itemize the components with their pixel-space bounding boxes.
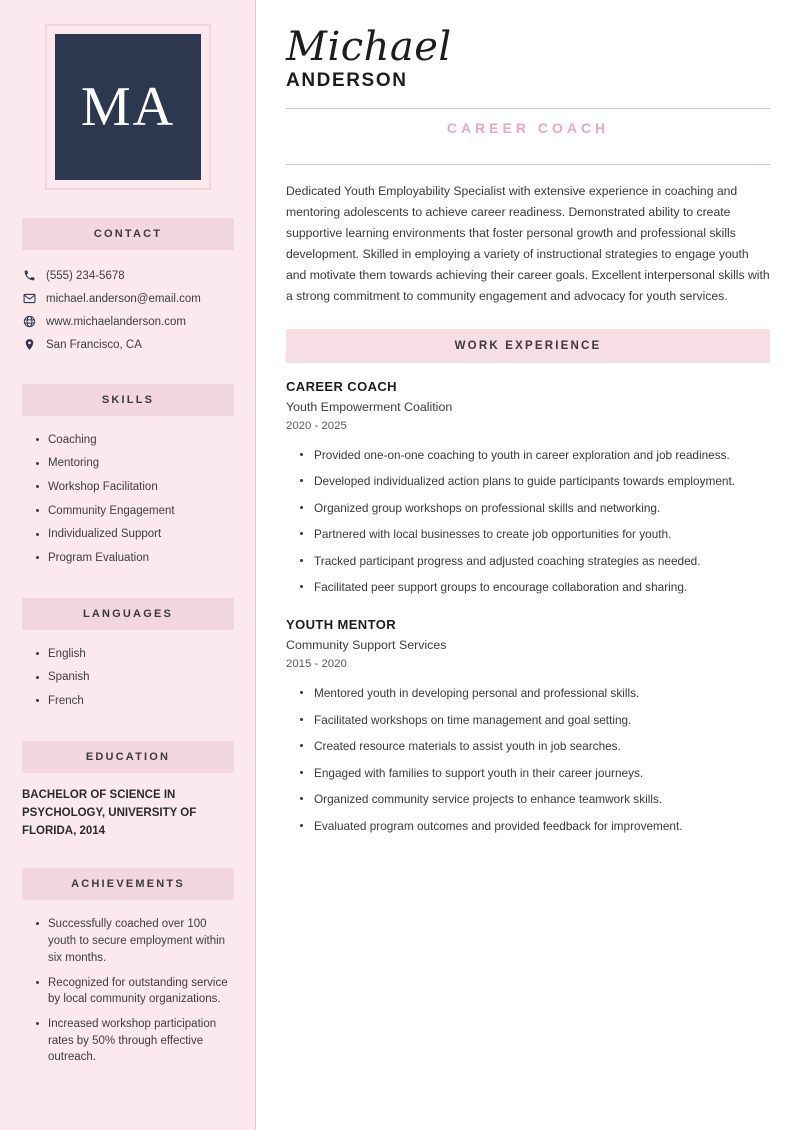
achievements-list <box>36 912 234 1069</box>
contact-phone[interactable] <box>22 264 234 287</box>
divider-bottom <box>286 164 770 165</box>
last-name: ANDERSON <box>286 70 408 91</box>
list-item: Organized group workshops on professional skills and networking. <box>300 495 770 522</box>
job-dates: 2015 - 2020 <box>286 658 347 670</box>
education-heading: EDUCATION <box>22 741 234 773</box>
avatar <box>45 24 211 190</box>
list-item: Program Evaluation <box>36 546 234 570</box>
job-bullets <box>300 442 770 601</box>
list-item: Tracked participant progress and adjusted coaching strategies as needed. <box>300 548 770 575</box>
globe-icon <box>22 315 36 328</box>
list-item: Successfully coached over 100 youth to secure employment within six months. <box>36 912 234 970</box>
contact-heading: CONTACT <box>22 218 234 250</box>
job-organization: Youth Empowerment Coalition <box>286 399 453 414</box>
job-dates: 2020 - 2025 <box>286 419 347 432</box>
page-title: CAREER COACH <box>446 120 610 136</box>
job-role: YOUTH MENTOR <box>286 617 397 632</box>
list-item: Mentoring <box>36 452 234 476</box>
contact-email[interactable] <box>22 287 234 310</box>
skills-list <box>36 428 234 570</box>
avatar-initials: MA <box>55 34 201 180</box>
phone-icon <box>22 269 36 282</box>
contact-website-text: www.michaelanderson.com <box>46 315 186 328</box>
job-entry-1 <box>286 379 770 601</box>
list-item: Engaged with families to support youth in their career journeys. <box>300 760 770 787</box>
achievements-heading: ACHIEVEMENTS <box>22 868 234 900</box>
job-entry-2 <box>286 617 770 839</box>
job-organization: Community Support Services <box>286 638 447 652</box>
first-name: Michael <box>286 24 452 70</box>
summary-text: Dedicated Youth Employability Specialist with extensive experience in coaching and mentoring adolescents to achieve career readiness. Demonstrated ability to create supportive learning environments that foster personal growth and professional skills development. Skilled in employing a variety of instructional strategies to engage youth and motivate them towards achieving their career goals. Excellent interpersonal skills with a strong commitment to community engagement and advocacy for youth services. <box>286 184 770 303</box>
list-item: Spanish <box>36 666 234 690</box>
list-item: Partnered with local businesses to create job opportunities for youth. <box>300 521 770 548</box>
list-item: Provided one-on-one coaching to youth in career exploration and job readiness. <box>300 442 770 469</box>
work-experience-heading: WORK EXPERIENCE <box>286 329 770 363</box>
languages-list <box>36 642 234 713</box>
main-content <box>256 0 800 1130</box>
list-item: Facilitated peer support groups to encourage collaboration and sharing. <box>300 574 770 601</box>
contact-phone-text: (555) 234-5678 <box>46 269 125 282</box>
list-item: English <box>36 642 234 666</box>
sidebar <box>0 0 256 1130</box>
languages-heading: LANGUAGES <box>22 598 234 630</box>
list-item: Facilitated workshops on time management and goal setting. <box>300 707 770 734</box>
location-pin-icon <box>22 338 36 351</box>
skills-heading: SKILLS <box>22 384 234 416</box>
list-item: Developed individualized action plans to guide participants towards employment. <box>300 468 770 495</box>
job-role: CAREER COACH <box>286 378 397 394</box>
envelope-icon <box>22 292 36 305</box>
list-item: Workshop Facilitation <box>36 475 234 499</box>
contact-location[interactable] <box>22 333 234 356</box>
list-item: Created resource materials to assist youth in job searches. <box>300 733 770 760</box>
list-item: Recognized for outstanding service by local community organizations. <box>36 971 234 1012</box>
list-item: Mentored youth in developing personal and professional skills. <box>300 680 770 707</box>
list-item: Increased workshop participation rates by 50% through effective outreach. <box>36 1012 234 1070</box>
list-item: Coaching <box>36 428 234 452</box>
education-entry: BACHELOR OF SCIENCE IN PSYCHOLOGY, UNIVERSITY OF FLORIDA, 2014 <box>22 789 197 837</box>
list-item: Community Engagement <box>36 499 234 523</box>
contact-location-text: San Francisco, CA <box>46 338 142 351</box>
contact-website[interactable] <box>22 310 234 333</box>
list-item: French <box>36 689 234 713</box>
list-item: Evaluated program outcomes and provided feedback for improvement. <box>300 813 770 840</box>
contact-email-text: michael.anderson@email.com <box>46 292 201 305</box>
list-item: Individualized Support <box>36 523 234 547</box>
contact-list <box>22 264 234 356</box>
list-item: Organized community service projects to enhance teamwork skills. <box>300 786 770 813</box>
job-bullets <box>300 680 770 839</box>
